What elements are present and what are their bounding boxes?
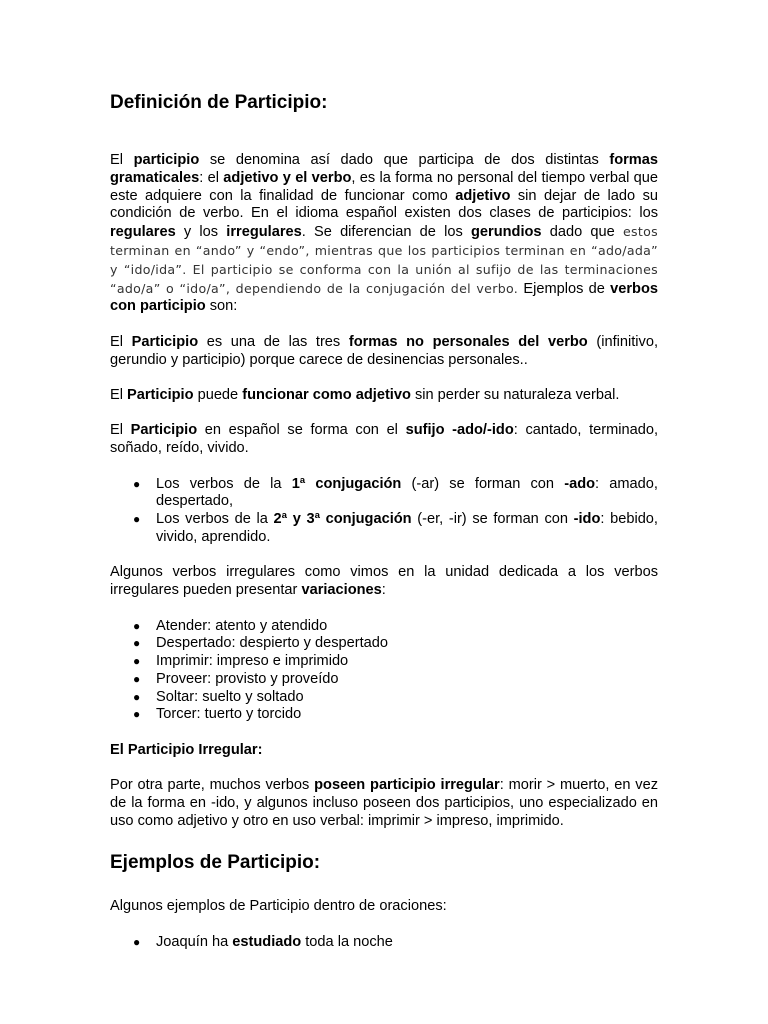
list-item [133, 475, 658, 512]
text: Soltar: suelto y soltado [156, 688, 304, 705]
paragraph-funcionar-adjetivo [110, 387, 658, 405]
document-content [110, 88, 658, 969]
bold-text: irregulares [226, 224, 302, 241]
text: Despertado: despierto y despertado [156, 635, 389, 652]
text: (-er, -ir) se forman con [411, 511, 574, 528]
examples-list [110, 934, 658, 952]
bullet-icon: ● [133, 671, 141, 686]
paragraph-variaciones [110, 564, 658, 600]
bold-text: formas gramaticales [110, 152, 658, 186]
text: son: [205, 298, 238, 315]
text: : cantado, terminado, soñado, reído, vivido. [110, 422, 659, 457]
text: , es la forma no personal del tiempo verbal que este adquiere con la finalidad de funcionar como [110, 169, 658, 204]
text: El [110, 386, 128, 403]
text: se denomina así dado que participa de dos distintas [199, 152, 610, 168]
bold-text: 2ª y 3ª conjugación [273, 511, 412, 528]
variations-list [110, 618, 658, 725]
section-title-definicion: Definición de Participio: [110, 92, 328, 113]
bold-text: sufijo -ado/-ido [405, 422, 514, 439]
bold-text: -ido [573, 511, 601, 528]
paragraph-sufijo [110, 422, 658, 458]
text: (-ar) se forman con [401, 475, 565, 492]
bold-text: poseen participio irregular [314, 777, 500, 794]
bullet-icon: ● [133, 689, 141, 704]
bold-text: verbos con participio [110, 280, 658, 315]
bold-text: Participio [127, 386, 194, 403]
text: Torcer: tuerto y torcido [156, 706, 302, 723]
text: Atender: atento y atendido [156, 617, 328, 634]
text: puede [193, 386, 243, 403]
text: El [110, 422, 131, 439]
bullet-icon: ● [133, 654, 141, 669]
bold-text: Participio [130, 422, 198, 439]
bold-text: variaciones [301, 582, 382, 599]
text: Los verbos de la [156, 475, 292, 492]
paragraph-ejemplos-intro: Algunos ejemplos de Participio dentro de oraciones: [110, 898, 447, 915]
list-item [133, 511, 658, 547]
text: : bebido, vivido, aprendido. [156, 511, 658, 545]
bold-text: regulares [110, 224, 176, 241]
text: y los [175, 224, 227, 241]
conjugation-list [110, 476, 658, 547]
list-item [133, 933, 658, 952]
list-item [133, 706, 658, 724]
bold-text: participio [133, 152, 200, 168]
subheading-participio-irregular: El Participio Irregular: [110, 741, 263, 758]
paragraph-irregular [110, 777, 658, 830]
list-item [133, 635, 658, 653]
bold-text: adjetivo y el verbo [223, 169, 352, 186]
text: es una de las tres [198, 333, 349, 350]
text: : amado, despertado, [156, 475, 658, 510]
bold-text: adjetivo [455, 187, 511, 204]
text: Imprimir: impreso e imprimido [156, 653, 349, 670]
text: toda la noche [301, 933, 393, 950]
text: Proveer: provisto y proveído [156, 670, 339, 687]
text: Algunos verbos irregulares como vimos en la unidad dedicada a los verbos irregulares pueden presentar [110, 564, 658, 599]
bold-text: 1ª conjugación [291, 475, 402, 492]
bullet-icon: ● [133, 707, 141, 722]
bold-text: estudiado [232, 933, 302, 950]
text: : el [199, 169, 224, 186]
list-item [133, 653, 658, 671]
list-item [133, 688, 658, 707]
bold-text: funcionar como adjetivo [242, 386, 411, 403]
text: Por otra parte, muchos verbos [110, 777, 315, 794]
text: . Se diferencian de los [301, 224, 471, 241]
bullet-icon: ● [133, 512, 141, 527]
text: Ejemplos de [518, 280, 611, 297]
bold-text: gerundios [470, 224, 542, 241]
text: en español se forma con el [197, 422, 406, 439]
text: (infinitivo, gerundio y participio) porque carece de desinencias personales.. [110, 333, 658, 368]
text: dado que [541, 224, 623, 241]
paragraph-formas-no-personales [110, 334, 658, 370]
list-item [133, 617, 658, 636]
text: : morir > muerto, en vez de la forma en -ido, y algunos incluso poseen dos participios, uno especializado en uso como adjetivo y otro en uso verbal: imprimir > impreso, imprimido. [110, 777, 659, 829]
bullet-icon: ● [133, 618, 141, 633]
text: El [110, 333, 132, 350]
light-text-passage: estos terminan en “ando” y “endo”, mientras que los participios terminan en “ado/ada” y “ido/ida”. El participio se conforma con la unión al sufijo de las terminaciones “ado/a” o “ido/a”, dependiendo de la conjugación del verbo. [110, 224, 658, 296]
bullet-icon: ● [133, 934, 141, 949]
bold-text: -ado [564, 475, 596, 492]
text: El [110, 152, 134, 168]
section-title-ejemplos: Ejemplos de Participio: [110, 852, 321, 874]
bullet-icon: ● [133, 636, 141, 651]
bold-text: formas no personales del verbo [348, 333, 588, 350]
bold-text: Participio [131, 333, 199, 350]
text: : [381, 582, 386, 599]
bullet-icon: ● [133, 476, 141, 491]
text: Los verbos de la [156, 511, 274, 528]
text: sin dejar de lado su condición de verbo. En el idioma español existen dos clases de participios: los [110, 187, 659, 222]
text: Joaquín ha [156, 933, 233, 950]
list-item [133, 670, 658, 689]
paragraph-definition [110, 152, 658, 316]
text: sin perder su naturaleza verbal. [410, 386, 620, 403]
